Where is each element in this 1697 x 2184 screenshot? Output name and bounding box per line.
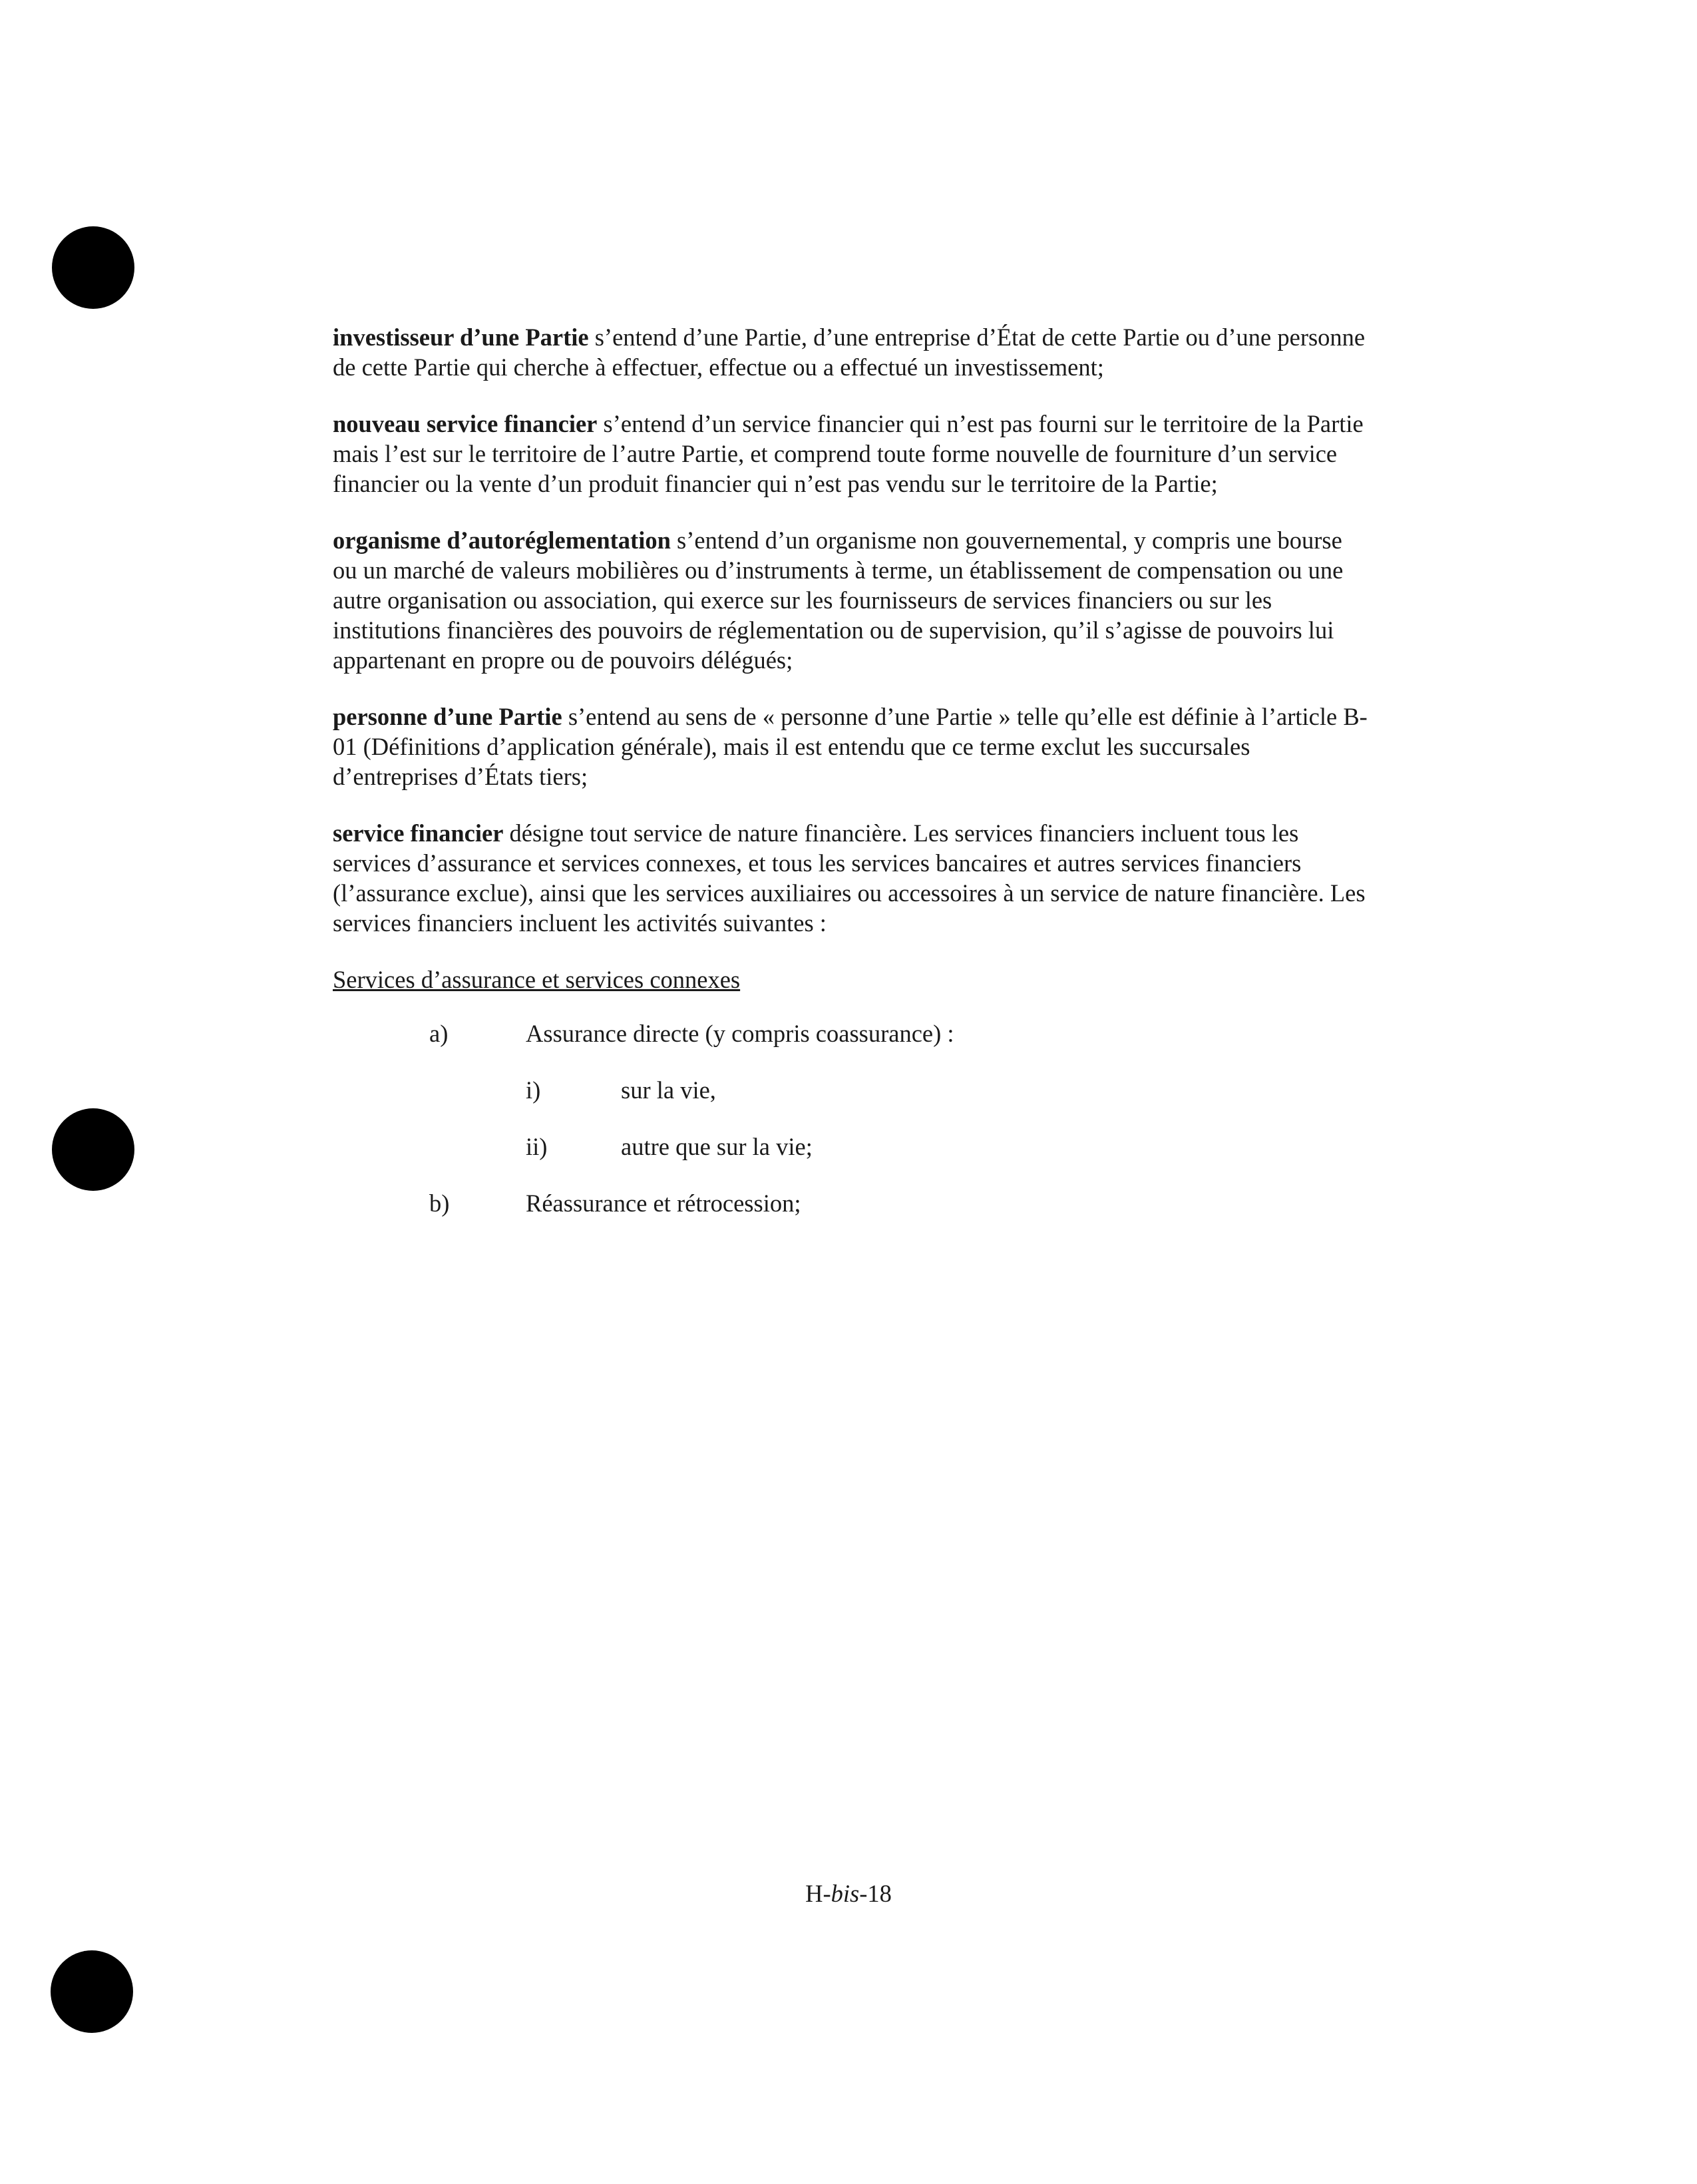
definition-text: s’entend d’un service financier qui n’est pas fourni sur le territoire de la Partie mais l’est sur le territoire de l’autre Partie, et comprend toute forme nouvelle de fourniture d’un service financier ou la vente d’un produit financier qui n’est pas vendu sur le territoire de la Partie; [333, 410, 1364, 497]
punch-hole-bottom [51, 1950, 133, 2033]
definition-term: service financier [333, 819, 504, 847]
list-item-label: ii) [526, 1133, 548, 1160]
list-item-a [333, 1018, 1371, 1048]
definition-text: désigne tout service de nature financière. Les services financiers incluent tous les services d’assurance et services connexes, et tous les services bancaires et autres services financiers (l’assurance exclue), ainsi que les services auxiliaires ou accessoires à un service de nature financière. Les services financiers incluent les activités suivantes : [333, 819, 1366, 937]
definition-term: organisme d’autoréglementation [333, 527, 671, 554]
punch-hole-middle [52, 1108, 134, 1191]
definition-term: personne d’une Partie [333, 703, 562, 730]
punch-hole-top [52, 226, 134, 309]
definition-organisme [333, 525, 1371, 675]
definition-service-financier [333, 818, 1371, 938]
list-item-i [333, 1075, 1371, 1105]
page-number-italic: bis [831, 1880, 860, 1907]
definition-text: s’entend d’une Partie, d’une entreprise d’État de cette Partie ou d’une personne de cette Partie qui cherche à effectuer, effectue ou a effectué un investissement; [333, 324, 1366, 381]
list-item-label: i) [526, 1076, 541, 1104]
list-item-b [333, 1188, 1371, 1218]
definition-investisseur [333, 322, 1371, 382]
document-body [333, 322, 1371, 1245]
section-subheading: Services d’assurance et services connexes [333, 966, 741, 993]
definition-text: s’entend d’un organisme non gouvernemental, y compris une bourse ou un marché de valeurs mobilières ou d’instruments à terme, un établissement de compensation ou une autre organisation ou association, qui exerce sur les fournisseurs de services financiers ou sur les institutions financières des pouvoirs de réglementation ou de supervision, qu’il s’agisse de pouvoirs lui appartenant en propre ou de pouvoirs délégués; [333, 527, 1344, 674]
definition-term: nouveau service financier [333, 410, 598, 437]
list-item-text: Réassurance et rétrocession; [526, 1190, 801, 1217]
list-item-label: a) [429, 1020, 449, 1047]
definition-personne [333, 702, 1371, 791]
list-item-text: sur la vie, [621, 1076, 716, 1104]
page-number [0, 1878, 1697, 1908]
list-item-text: autre que sur la vie; [621, 1133, 813, 1160]
definition-nouveau-service-financier [333, 409, 1371, 499]
page-number-suffix: -18 [859, 1880, 892, 1907]
list-item-ii [333, 1132, 1371, 1162]
definition-term: investisseur d’une Partie [333, 324, 589, 351]
list-item-text: Assurance directe (y compris coassurance) : [526, 1020, 954, 1047]
page-number-prefix: H- [805, 1880, 831, 1907]
list-item-label: b) [429, 1190, 450, 1217]
definition-text: s’entend au sens de « personne d’une Partie » telle qu’elle est définie à l’article B-01 (Définitions d’application générale), mais il est entendu que ce terme exclut les succursales d’entreprises d’États tiers; [333, 703, 1368, 790]
